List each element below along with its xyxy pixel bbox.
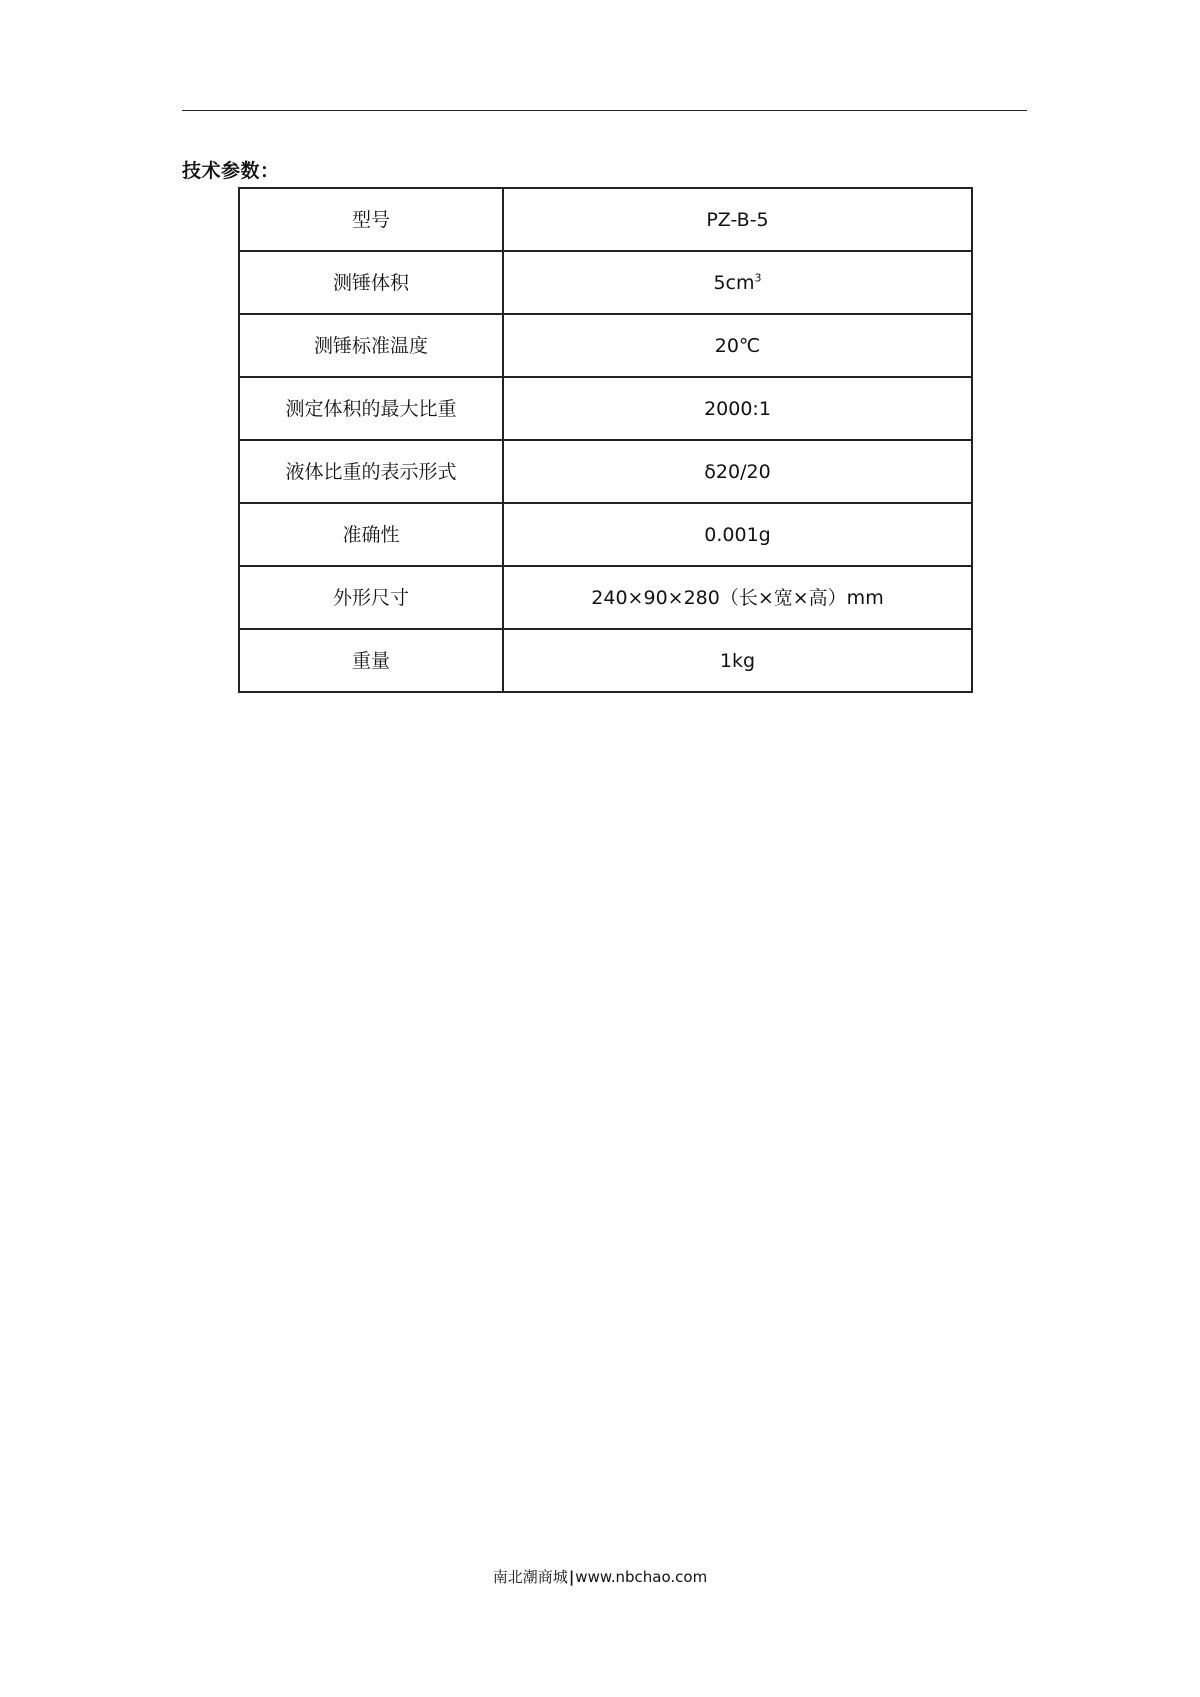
spec-name-cell: 液体比重的表示形式 [239, 440, 503, 503]
spec-name-cell: 型号 [239, 188, 503, 251]
page-footer [0, 1567, 1200, 1587]
table-row [239, 377, 972, 440]
footer-separator: | [568, 1568, 575, 1586]
spec-name-cell: 重量 [239, 629, 503, 692]
table-row [239, 314, 972, 377]
footer-site-name: 南北潮商城 [492, 1568, 568, 1586]
spec-table [238, 187, 973, 693]
spec-value-text: 5cm [713, 271, 755, 294]
spec-value-cell: 0.001g [503, 503, 972, 566]
spec-name-cell: 准确性 [239, 503, 503, 566]
spec-value-cell: δ20/20 [503, 440, 972, 503]
footer-url-link[interactable]: www.nbchao.com [575, 1568, 708, 1586]
table-row [239, 440, 972, 503]
section-heading: 技术参数： [182, 160, 280, 182]
header-rule [182, 110, 1027, 111]
superscript-exponent: 3 [754, 271, 762, 285]
spec-value-cell: PZ-B-5 [503, 188, 972, 251]
spec-value-cell: 1kg [503, 629, 972, 692]
spec-value-cell: 2000:1 [503, 377, 972, 440]
spec-name-cell: 测定体积的最大比重 [239, 377, 503, 440]
spec-name-cell: 测锤标准温度 [239, 314, 503, 377]
table-row [239, 503, 972, 566]
spec-value-cell [503, 251, 972, 314]
spec-value-cell: 20℃ [503, 314, 972, 377]
table-row [239, 188, 972, 251]
spec-name-cell: 测锤体积 [239, 251, 503, 314]
table-row [239, 566, 972, 629]
spec-value-cell: 240×90×280（长×宽×高）mm [503, 566, 972, 629]
table-row [239, 629, 972, 692]
table-row [239, 251, 972, 314]
spec-name-cell: 外形尺寸 [239, 566, 503, 629]
